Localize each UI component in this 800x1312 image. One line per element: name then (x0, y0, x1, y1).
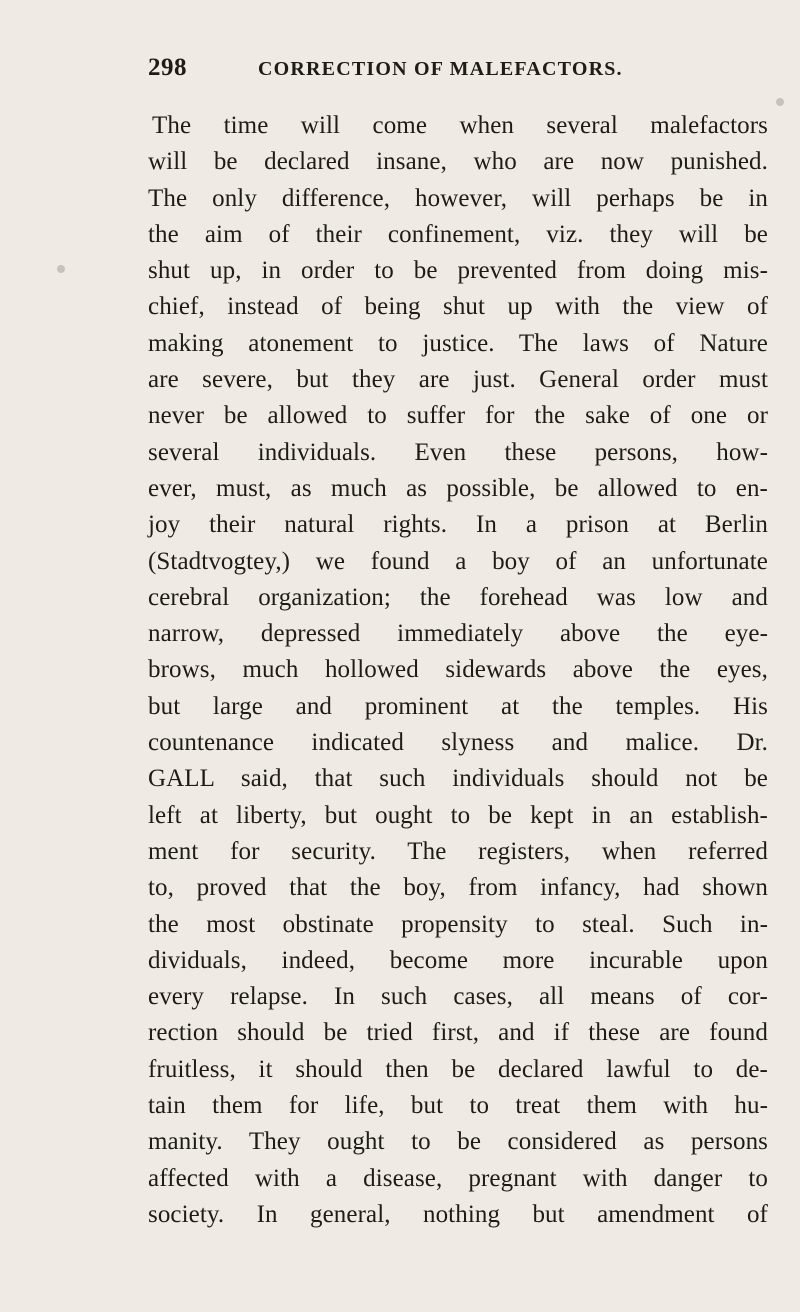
text-line: narrow, depressed immediately above the eye- (148, 620, 768, 648)
text-line: several individuals. Even these persons, how- (148, 438, 768, 466)
text-line: brows, much hollowed sidewards above the eyes, (148, 656, 768, 684)
page-header (148, 54, 768, 94)
text-line: fruitless, it should then be declared lawful to de- (148, 1055, 768, 1083)
text-line: rection should be tried first, and if these are found (148, 1019, 768, 1047)
text-line: but large and prominent at the temples. His (148, 692, 768, 720)
text-line: chief, instead of being shut up with the view of (148, 293, 768, 321)
paper-speck (776, 98, 784, 106)
running-title: CORRECTION OF MALEFACTORS. (258, 58, 623, 80)
text-line: will be declared insane, who are now punished. (148, 148, 768, 176)
text-line: every relapse. In such cases, all means of cor- (148, 983, 768, 1011)
text-line: dividuals, indeed, become more incurable upon (148, 946, 768, 974)
text-line: never be allowed to suffer for the sake of one or (148, 402, 768, 430)
text-line: The only difference, however, will perhaps be in (148, 184, 768, 212)
text-line: manity. They ought to be considered as persons (148, 1128, 768, 1156)
text-line: the most obstinate propensity to steal. Such in- (148, 910, 768, 938)
text-line: making atonement to justice. The laws of Nature (148, 329, 768, 357)
text-line: to, proved that the boy, from infancy, had shown (148, 874, 768, 902)
text-line: countenance indicated slyness and malice. Dr. (148, 729, 768, 757)
text-line: (Stadtvogtey,) we found a boy of an unfortunate (148, 547, 768, 575)
text-line: The time will come when several malefactors (152, 112, 768, 139)
text-line: ever, must, as much as possible, be allowed to en- (148, 474, 768, 502)
text-line: joy their natural rights. In a prison at Berlin (148, 511, 768, 539)
text-line: are severe, but they are just. General order must (148, 366, 768, 394)
text-line: the aim of their confinement, viz. they will be (148, 220, 768, 248)
text-line: affected with a disease, pregnant with danger to (148, 1164, 768, 1192)
paper-speck (57, 265, 65, 273)
text-line: ment for security. The registers, when referred (148, 837, 768, 865)
text-line: GALL said, that such individuals should not be (148, 765, 768, 793)
text-line: tain them for life, but to treat them with hu- (148, 1092, 768, 1120)
text-line: cerebral organization; the forehead was low and (148, 583, 768, 611)
text-line: shut up, in order to be prevented from doing mis- (148, 257, 768, 285)
text-line: society. In general, nothing but amendment of (148, 1200, 768, 1228)
page-number: 298 (148, 54, 187, 81)
text-line: left at liberty, but ought to be kept in an establish- (148, 801, 768, 829)
body-text (148, 108, 768, 1233)
